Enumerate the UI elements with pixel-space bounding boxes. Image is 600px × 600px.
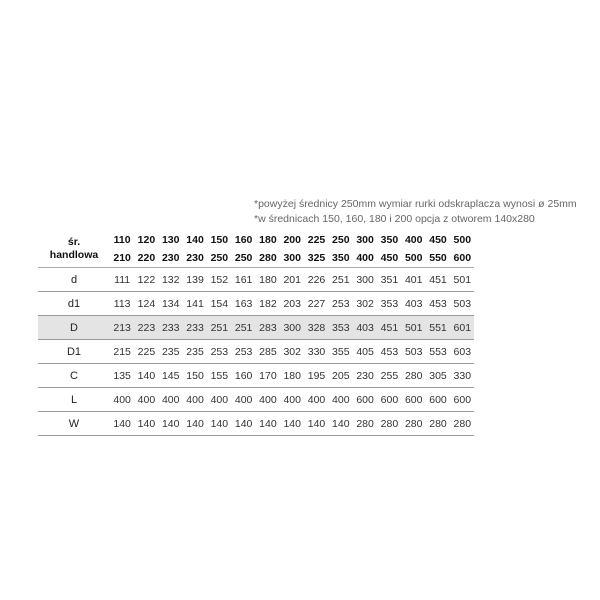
- row-label: L: [38, 388, 110, 412]
- table-cell: 160: [231, 364, 255, 388]
- table-cell: 161: [231, 268, 255, 292]
- header-cell-bottom: 350: [329, 249, 353, 268]
- table-cell: 453: [426, 292, 450, 316]
- table-cell: 225: [134, 340, 158, 364]
- table-cell: 353: [377, 292, 401, 316]
- table-cell: 195: [304, 364, 328, 388]
- table-cell: 203: [280, 292, 304, 316]
- table-cell: 405: [353, 340, 377, 364]
- footnote-opening-option: *w średnicach 150, 160, 180 i 200 opcja z otworem 140x280: [254, 213, 535, 225]
- table-cell: 351: [377, 268, 401, 292]
- table-cell: 213: [110, 316, 134, 340]
- row-header-line-2: handlowa: [49, 249, 99, 261]
- header-cell-bottom: 300: [280, 249, 304, 268]
- row-header-line-1: śr.: [67, 236, 81, 248]
- table-row: [38, 292, 474, 316]
- row-label: d1: [38, 292, 110, 316]
- table-cell: 235: [159, 340, 183, 364]
- table-cell: 400: [183, 388, 207, 412]
- header-cell-bottom: 600: [450, 249, 474, 268]
- header-cell-top: 300: [356, 234, 374, 246]
- table-cell: 233: [183, 316, 207, 340]
- header-cell-bottom: 220: [134, 249, 158, 268]
- table-cell: 300: [353, 268, 377, 292]
- table-cell: 154: [207, 292, 231, 316]
- header-cell-bottom: 400: [353, 249, 377, 268]
- table-cell: 140: [207, 412, 231, 436]
- table-cell: 600: [426, 388, 450, 412]
- table-cell: 251: [329, 268, 353, 292]
- table-cell: 330: [450, 364, 474, 388]
- header-cell-bottom: 250: [207, 249, 231, 268]
- header-cell-top: 400: [404, 234, 423, 246]
- header-cell-bottom: 500: [402, 249, 426, 268]
- header-cell-bottom: 230: [183, 249, 207, 268]
- header-cell-top: 160: [234, 234, 253, 246]
- table-cell: 302: [353, 292, 377, 316]
- header-cell-bottom: 450: [377, 249, 401, 268]
- table-cell: 400: [134, 388, 158, 412]
- header-cell-top: 250: [332, 234, 350, 246]
- header-cell-top: 150: [210, 234, 229, 246]
- table-cell: 400: [207, 388, 231, 412]
- table-cell: 280: [377, 412, 401, 436]
- table-cell: 170: [256, 364, 280, 388]
- table-cell: 280: [353, 412, 377, 436]
- footnotes: [254, 197, 594, 227]
- table-cell: 328: [304, 316, 328, 340]
- table-cell: 400: [329, 388, 353, 412]
- table-row: [38, 340, 474, 364]
- header-cell-bottom: 550: [426, 249, 450, 268]
- row-label: C: [38, 364, 110, 388]
- header-cell-top: 140: [186, 234, 204, 246]
- table-cell: 603: [450, 340, 474, 364]
- table-row: [38, 268, 474, 292]
- table-cell: 401: [402, 268, 426, 292]
- table-cell: 111: [110, 268, 134, 292]
- header-cell-top: 180: [259, 234, 277, 246]
- table-cell: 251: [207, 316, 231, 340]
- table-cell: 227: [304, 292, 328, 316]
- table-row: [38, 412, 474, 436]
- table-cell: 180: [256, 268, 280, 292]
- table-cell: 302: [280, 340, 304, 364]
- table-cell: 140: [159, 412, 183, 436]
- row-label: W: [38, 412, 110, 436]
- header-cell-bottom: 250: [231, 249, 255, 268]
- header-row-top: [38, 231, 474, 249]
- table-cell: 400: [256, 388, 280, 412]
- table-cell: 330: [304, 340, 328, 364]
- table-cell: 451: [426, 268, 450, 292]
- table-cell: 140: [256, 412, 280, 436]
- table-cell: 122: [134, 268, 158, 292]
- table-cell: 600: [377, 388, 401, 412]
- table-cell: 553: [426, 340, 450, 364]
- table-cell: 300: [280, 316, 304, 340]
- table-cell: 253: [329, 292, 353, 316]
- table-cell: 124: [134, 292, 158, 316]
- table-cell: 400: [280, 388, 304, 412]
- table-cell: 403: [402, 292, 426, 316]
- header-cell-top: 350: [380, 234, 399, 246]
- table-cell: 150: [183, 364, 207, 388]
- table-cell: 453: [377, 340, 401, 364]
- table-cell: 140: [231, 412, 255, 436]
- table-cell: 501: [402, 316, 426, 340]
- table-cell: 501: [450, 268, 474, 292]
- row-label: D: [38, 316, 110, 340]
- table-cell: 132: [159, 268, 183, 292]
- table-row: [38, 388, 474, 412]
- table-cell: 255: [377, 364, 401, 388]
- table-cell: 280: [402, 412, 426, 436]
- table-cell: 140: [110, 412, 134, 436]
- table-cell: 403: [353, 316, 377, 340]
- table-cell: 355: [329, 340, 353, 364]
- header-cell-top: 200: [283, 234, 301, 246]
- table-cell: 215: [110, 340, 134, 364]
- header-cell-top: 225: [307, 234, 326, 246]
- table-cell: 253: [207, 340, 231, 364]
- table-cell: 451: [377, 316, 401, 340]
- row-label: D1: [38, 340, 110, 364]
- table-cell: 152: [207, 268, 231, 292]
- row-header-trade-diameter: [38, 231, 110, 268]
- table-cell: 400: [159, 388, 183, 412]
- table-cell: 280: [402, 364, 426, 388]
- table-cell: 140: [183, 412, 207, 436]
- table-row: [38, 316, 474, 340]
- table-cell: 145: [159, 364, 183, 388]
- table-cell: 251: [231, 316, 255, 340]
- header-cell-top: 120: [137, 234, 156, 246]
- table-cell: 155: [207, 364, 231, 388]
- header-cell-bottom: 210: [110, 249, 134, 268]
- table-cell: 400: [231, 388, 255, 412]
- table-cell: 140: [304, 412, 328, 436]
- table-cell: 134: [159, 292, 183, 316]
- table-cell: 223: [134, 316, 158, 340]
- header-cell-bottom: 280: [256, 249, 280, 268]
- footnote-condensate-tube: *powyżej średnicy 250mm wymiar rurki odskraplacza wynosi ø 25mm: [254, 198, 577, 210]
- table-cell: 600: [402, 388, 426, 412]
- table-cell: 163: [231, 292, 255, 316]
- table-cell: 141: [183, 292, 207, 316]
- table-cell: 140: [329, 412, 353, 436]
- table-cell: 601: [450, 316, 474, 340]
- table-cell: 551: [426, 316, 450, 340]
- table-cell: 253: [231, 340, 255, 364]
- header-cell-top: 450: [429, 234, 447, 246]
- table-cell: 140: [134, 364, 158, 388]
- table-cell: 283: [256, 316, 280, 340]
- table-cell: 233: [159, 316, 183, 340]
- table-cell: 285: [256, 340, 280, 364]
- table-cell: 305: [426, 364, 450, 388]
- table-row: [38, 364, 474, 388]
- table-cell: 140: [134, 412, 158, 436]
- table-cell: 230: [353, 364, 377, 388]
- table-cell: 113: [110, 292, 134, 316]
- header-cell-bottom: 230: [159, 249, 183, 268]
- table-cell: 503: [450, 292, 474, 316]
- table-cell: 201: [280, 268, 304, 292]
- table-cell: 280: [450, 412, 474, 436]
- header-cell-top: 130: [161, 234, 180, 246]
- table-cell: 600: [450, 388, 474, 412]
- dimensions-table: [38, 231, 474, 436]
- table-cell: 235: [183, 340, 207, 364]
- table-body: [38, 268, 474, 436]
- table-cell: 400: [304, 388, 328, 412]
- table-cell: 180: [280, 364, 304, 388]
- header-cell-top: 500: [453, 234, 472, 246]
- table-cell: 353: [329, 316, 353, 340]
- header-cell-top: 110: [113, 234, 131, 246]
- row-label: d: [38, 268, 110, 292]
- header-cell-bottom: 325: [304, 249, 328, 268]
- table-cell: 139: [183, 268, 207, 292]
- table-cell: 600: [353, 388, 377, 412]
- table-cell: 182: [256, 292, 280, 316]
- table-cell: 140: [280, 412, 304, 436]
- table-cell: 205: [329, 364, 353, 388]
- table-cell: 135: [110, 364, 134, 388]
- table-cell: 226: [304, 268, 328, 292]
- table-cell: 280: [426, 412, 450, 436]
- table-cell: 503: [402, 340, 426, 364]
- table-cell: 400: [110, 388, 134, 412]
